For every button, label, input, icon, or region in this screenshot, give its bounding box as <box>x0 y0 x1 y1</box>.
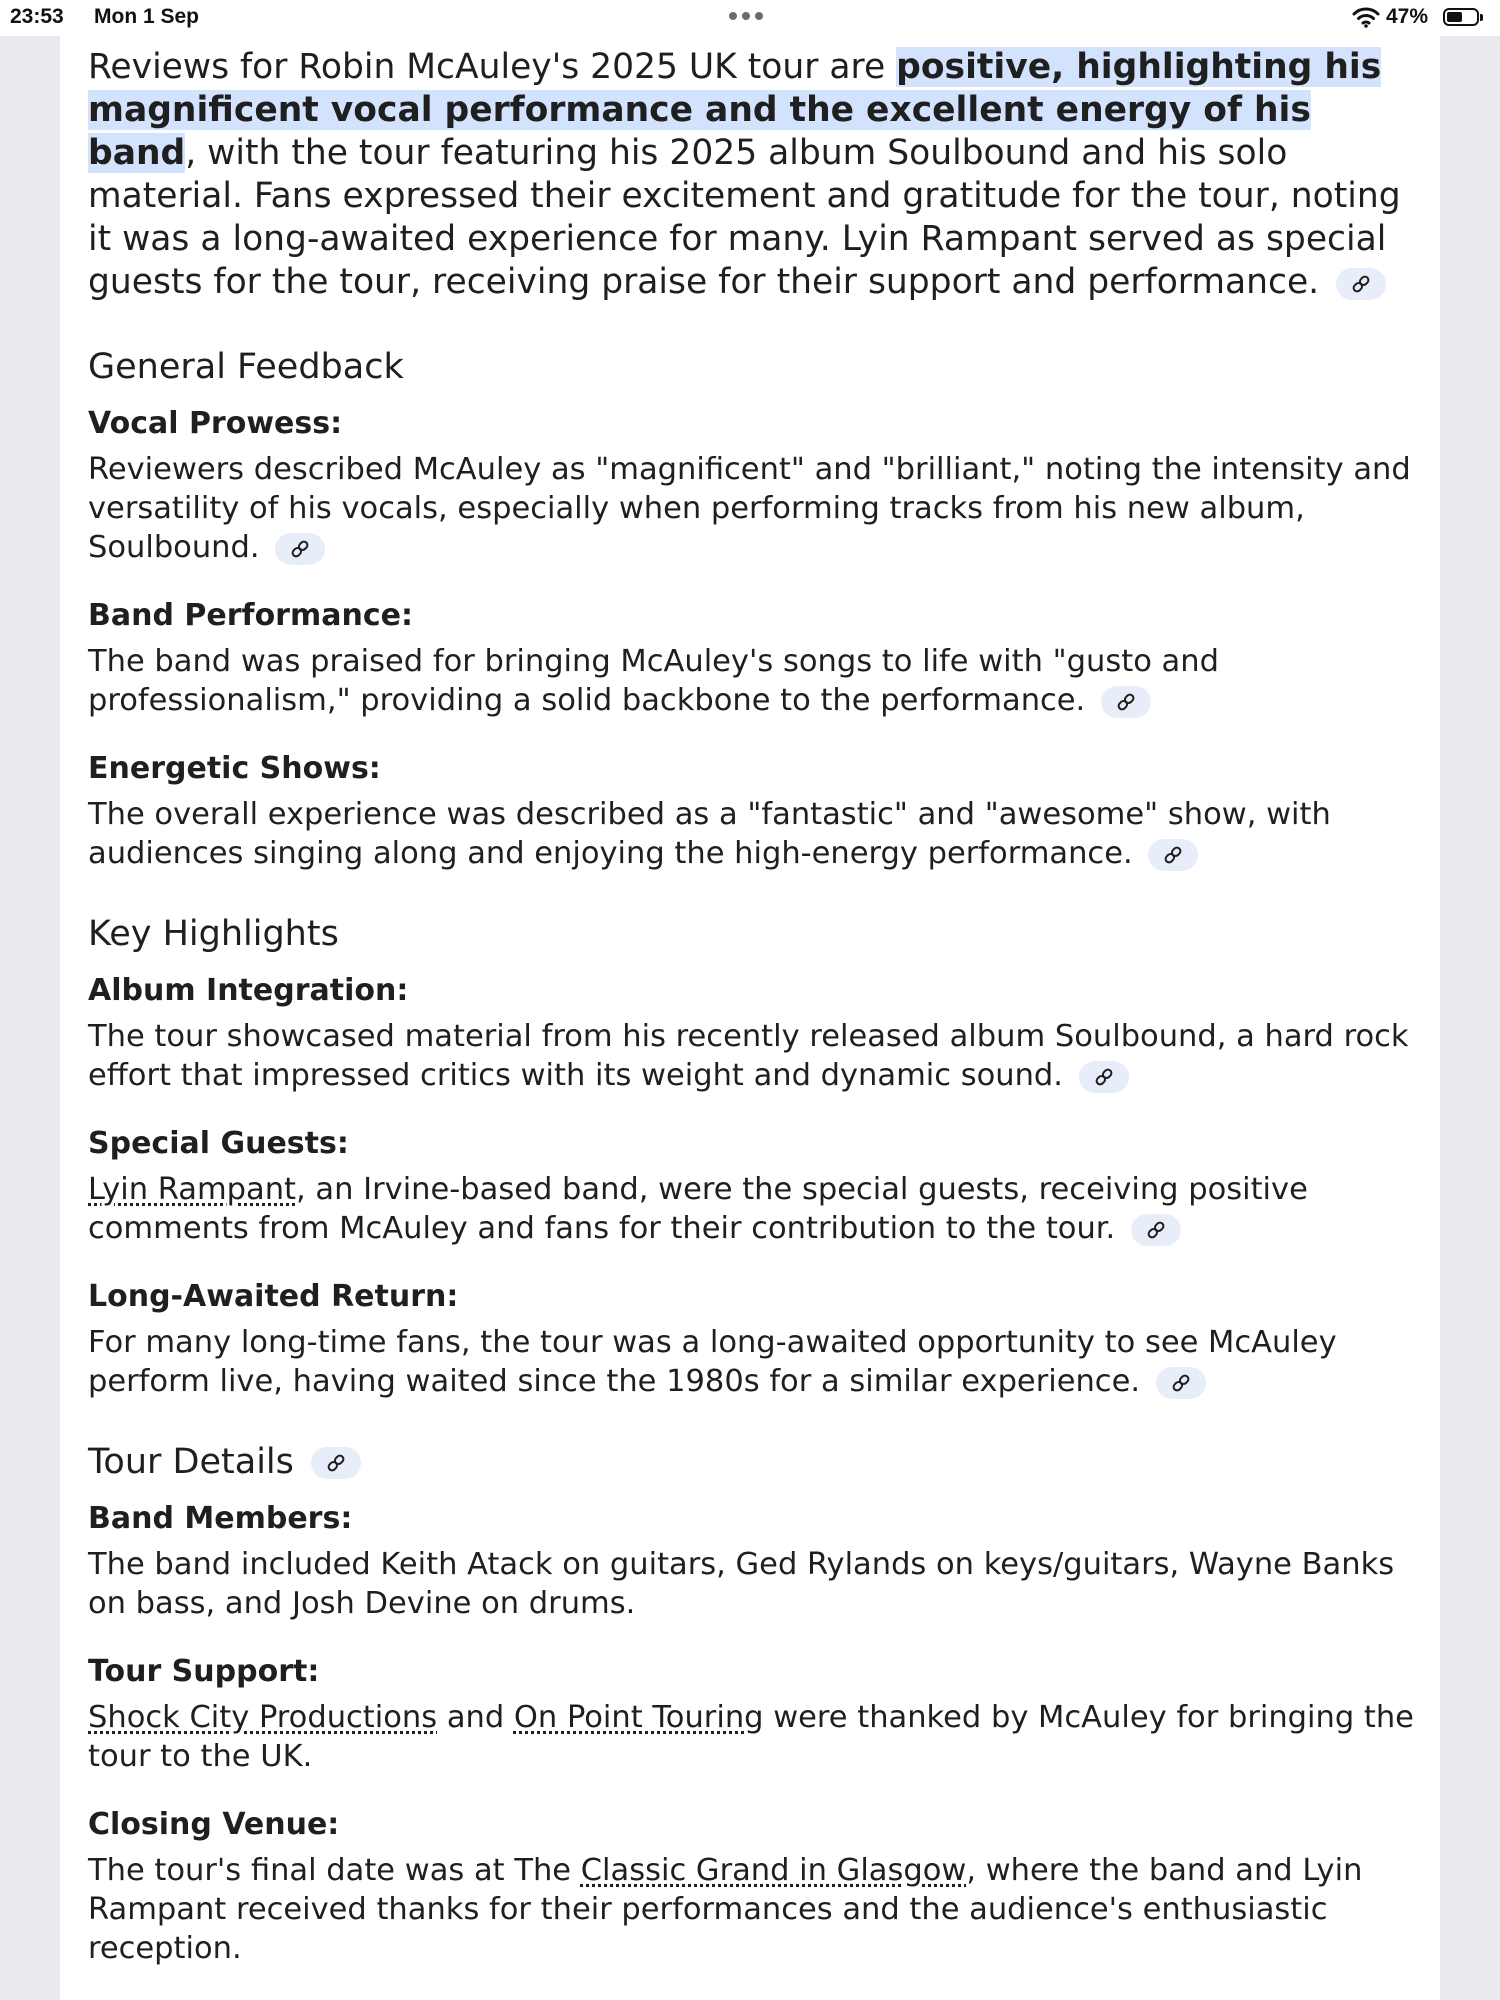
intro-text-rest: , with the tour featuring his 2025 album Soulbound and his solo material. Fans expressed their excitement and gratitude for the tour, noting it was a long-awaited experience for many. Lyin Rampant served as special guests for the tour, receiving praise for their support and performance. <box>88 133 1401 302</box>
item-text-band-performance: The band was praised for bringing McAuley's songs to life with "gusto and professionalism," providing a solid backbone to the performance. <box>88 644 1219 718</box>
item-text-long-awaited-return: For many long-time fans, the tour was a long-awaited opportunity to see McAuley perform live, having waited since the 1980s for a similar experience. <box>88 1325 1337 1399</box>
item-text-album-integration: The tour showcased material from his recently released album Soulbound, a hard rock effort that impressed critics with its weight and dynamic sound. <box>88 1019 1409 1093</box>
source-link-button[interactable] <box>1336 268 1386 300</box>
link-icon <box>1351 275 1371 293</box>
source-link-button[interactable] <box>1148 839 1198 871</box>
item-text-energetic-shows: The overall experience was described as a "fantastic" and "awesome" show, with audiences singing along and enjoying the high-energy performance. <box>88 797 1331 871</box>
source-link-button[interactable] <box>311 1447 361 1479</box>
status-bar <box>0 0 1500 36</box>
response-panel <box>60 36 1440 2000</box>
link-icon <box>1116 693 1136 711</box>
section-heading-general-feedback: General Feedback <box>88 347 404 387</box>
source-link-button[interactable] <box>1156 1367 1206 1399</box>
item-title-energetic-shows: Energetic Shows: <box>88 751 381 786</box>
link-icon <box>1094 1068 1114 1086</box>
source-link-button[interactable] <box>1101 686 1151 718</box>
link-icon <box>290 540 310 558</box>
link-on-point-touring[interactable]: On Point Touring <box>513 1700 764 1735</box>
item-title-tour-support: Tour Support: <box>88 1654 320 1689</box>
source-link-button[interactable] <box>1079 1061 1129 1093</box>
item-title-long-awaited-return: Long-Awaited Return: <box>88 1279 459 1314</box>
source-link-button[interactable] <box>275 533 325 565</box>
section-heading-tour-details: Tour Details <box>88 1441 1418 1484</box>
battery-icon <box>1443 8 1479 26</box>
item-title-special-guests: Special Guests: <box>88 1126 349 1161</box>
section-heading-key-highlights: Key Highlights <box>88 914 339 954</box>
item-text-special-guests: Lyin Rampant, an Irvine-based band, were the special guests, receiving positive comments from McAuley and fans for their contribution to the tour. <box>88 1172 1308 1246</box>
link-lyin-rampant[interactable]: Lyin Rampant <box>88 1172 297 1207</box>
link-classic-grand-glasgow[interactable]: Classic Grand in Glasgow <box>580 1853 967 1888</box>
source-link-button[interactable] <box>1131 1214 1181 1246</box>
item-text-band-members: The band included Keith Atack on guitars, Ged Rylands on keys/guitars, Wayne Banks on bass, and Josh Devine on drums. <box>88 1547 1395 1621</box>
item-title-closing-venue: Closing Venue: <box>88 1807 340 1842</box>
wifi-icon <box>1352 6 1380 28</box>
item-text-vocal-prowess: Reviewers described McAuley as "magnificent" and "brilliant," noting the intensity and versatility of his vocals, especially when performing tracks from his new album, Soulbound. <box>88 452 1411 565</box>
multitasking-dots-icon[interactable] <box>729 12 763 20</box>
item-title-vocal-prowess: Vocal Prowess: <box>88 406 343 441</box>
link-icon <box>1163 846 1183 864</box>
item-text-closing-venue: The tour's final date was at The Classic Grand in Glasgow, where the band and Lyin Rampant received thanks for their performances and the audience's enthusiastic reception. <box>88 1853 1363 1966</box>
status-time: 23:53 <box>10 5 64 28</box>
link-icon <box>1171 1374 1191 1392</box>
intro-text: Reviews for Robin McAuley's 2025 UK tour are <box>88 47 897 87</box>
link-icon <box>326 1454 346 1472</box>
link-icon <box>1146 1221 1166 1239</box>
link-shock-city-productions[interactable]: Shock City Productions <box>88 1700 438 1735</box>
intro-highlight: positive, highlighting his magnificent vocal performance and the excellent energy of his band <box>88 47 1382 173</box>
item-title-album-integration: Album Integration: <box>88 973 409 1008</box>
battery-percent: 47% <box>1386 5 1429 28</box>
item-text-tour-support: Shock City Productions and On Point Touring were thanked by McAuley for bringing the tour to the UK. <box>88 1700 1414 1774</box>
intro-paragraph <box>88 46 1418 304</box>
item-title-band-performance: Band Performance: <box>88 598 413 633</box>
status-date: Mon 1 Sep <box>94 5 200 28</box>
item-title-band-members: Band Members: <box>88 1501 353 1536</box>
